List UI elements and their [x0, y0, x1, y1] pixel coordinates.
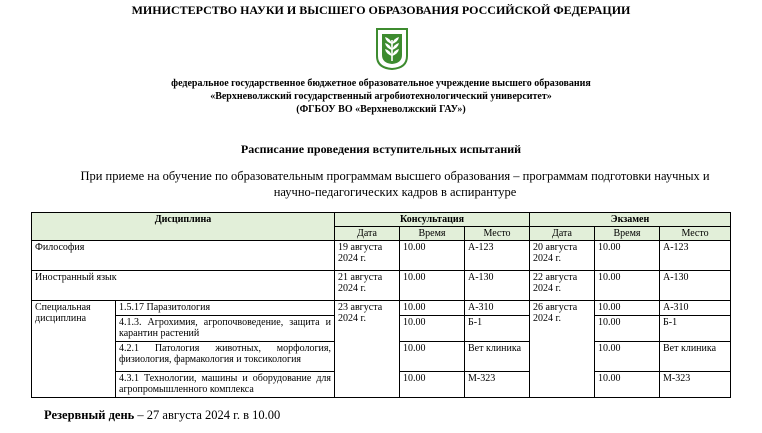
- org-short-name-line: (ФГБОУ ВО «Верхневолжский ГАУ»): [296, 104, 466, 115]
- org-name-line: «Верхневолжский государственный агробиотехнологический университет»: [210, 91, 552, 102]
- discipline-cell: Философия: [32, 241, 335, 271]
- subheader-consult-time: Время: [400, 227, 465, 241]
- exam-place-cell: М-323: [660, 372, 731, 398]
- table-header-row: [32, 213, 731, 227]
- consult-date-cell: 23 августа 2024 г.: [335, 301, 400, 398]
- specialty-name-cell: 1.5.17 Паразитология: [116, 301, 335, 316]
- consult-place-cell: А-130: [465, 271, 530, 301]
- subheader-exam-time: Время: [595, 227, 660, 241]
- exam-place-cell: Б-1: [660, 316, 731, 342]
- consult-place-cell: Вет клиника: [465, 342, 530, 372]
- consult-date-cell: 19 августа 2024 г.: [335, 241, 400, 271]
- wheat-leaf-emblem-icon: [375, 28, 409, 70]
- exam-place-cell: Вет клиника: [660, 342, 731, 372]
- consult-time-cell: 10.00: [400, 372, 465, 398]
- reserve-day-note: [44, 408, 280, 423]
- reserve-day-text: – 27 августа 2024 г. в 10.00: [134, 408, 281, 422]
- consult-time-cell: 10.00: [400, 241, 465, 271]
- org-type-line: федеральное государственное бюджетное образовательное учреждение высшего образования: [171, 78, 591, 89]
- subheader-exam-date: Дата: [530, 227, 595, 241]
- header-exam: Экзамен: [530, 213, 731, 227]
- page-title: Расписание проведения вступительных испытаний: [240, 142, 522, 156]
- exam-time-cell: 10.00: [595, 271, 660, 301]
- specialty-name-cell: 4.1.3. Агрохимия, агропочвоведение, защита и карантин растений: [116, 316, 335, 342]
- table-row: [32, 301, 731, 316]
- exam-place-cell: А-130: [660, 271, 731, 301]
- exam-time-cell: 10.00: [595, 342, 660, 372]
- exam-date-cell: 26 августа 2024 г.: [530, 301, 595, 398]
- consult-time-cell: 10.00: [400, 271, 465, 301]
- subheader-exam-place: Место: [660, 227, 731, 241]
- exam-date-cell: 20 августа 2024 г.: [530, 241, 595, 271]
- exam-time-cell: 10.00: [595, 301, 660, 316]
- consult-place-cell: А-310: [465, 301, 530, 316]
- exam-place-cell: А-123: [660, 241, 731, 271]
- exam-date-cell: 22 августа 2024 г.: [530, 271, 595, 301]
- consult-time-cell: 10.00: [400, 301, 465, 316]
- specialty-name-cell: 4.3.1 Технологии, машины и оборудование для агропромышленного комплекса: [116, 372, 335, 398]
- consult-place-cell: А-123: [465, 241, 530, 271]
- consult-date-cell: 21 августа 2024 г.: [335, 271, 400, 301]
- subheader-consult-place: Место: [465, 227, 530, 241]
- discipline-cell: Иностранный язык: [32, 271, 335, 301]
- intro-paragraph: При приеме на обучение по образовательным программам высшего образования – программам подготовки научных и научно-педагогических кадров в аспирантуре: [80, 169, 710, 199]
- consult-time-cell: 10.00: [400, 342, 465, 372]
- subheader-consult-date: Дата: [335, 227, 400, 241]
- header-consultation: Консультация: [335, 213, 530, 227]
- consult-place-cell: М-323: [465, 372, 530, 398]
- consult-place-cell: Б-1: [465, 316, 530, 342]
- ministry-title: МИНИСТЕРСТВО НАУКИ И ВЫСШЕГО ОБРАЗОВАНИЯ РОССИЙСКОЙ ФЕДЕРАЦИИ: [131, 3, 631, 17]
- header-discipline: Дисциплина: [32, 213, 335, 241]
- exam-time-cell: 10.00: [595, 241, 660, 271]
- exam-place-cell: А-310: [660, 301, 731, 316]
- special-discipline-label: Специальная дисциплина: [32, 301, 116, 398]
- exam-time-cell: 10.00: [595, 316, 660, 342]
- specialty-name-cell: 4.2.1 Патология животных, морфология, физиология, фармакология и токсикология: [116, 342, 335, 372]
- reserve-day-label: Резервный день: [44, 408, 135, 422]
- schedule-table: [31, 212, 731, 398]
- table-row: [32, 241, 731, 271]
- table-row: [32, 271, 731, 301]
- exam-time-cell: 10.00: [595, 372, 660, 398]
- consult-time-cell: 10.00: [400, 316, 465, 342]
